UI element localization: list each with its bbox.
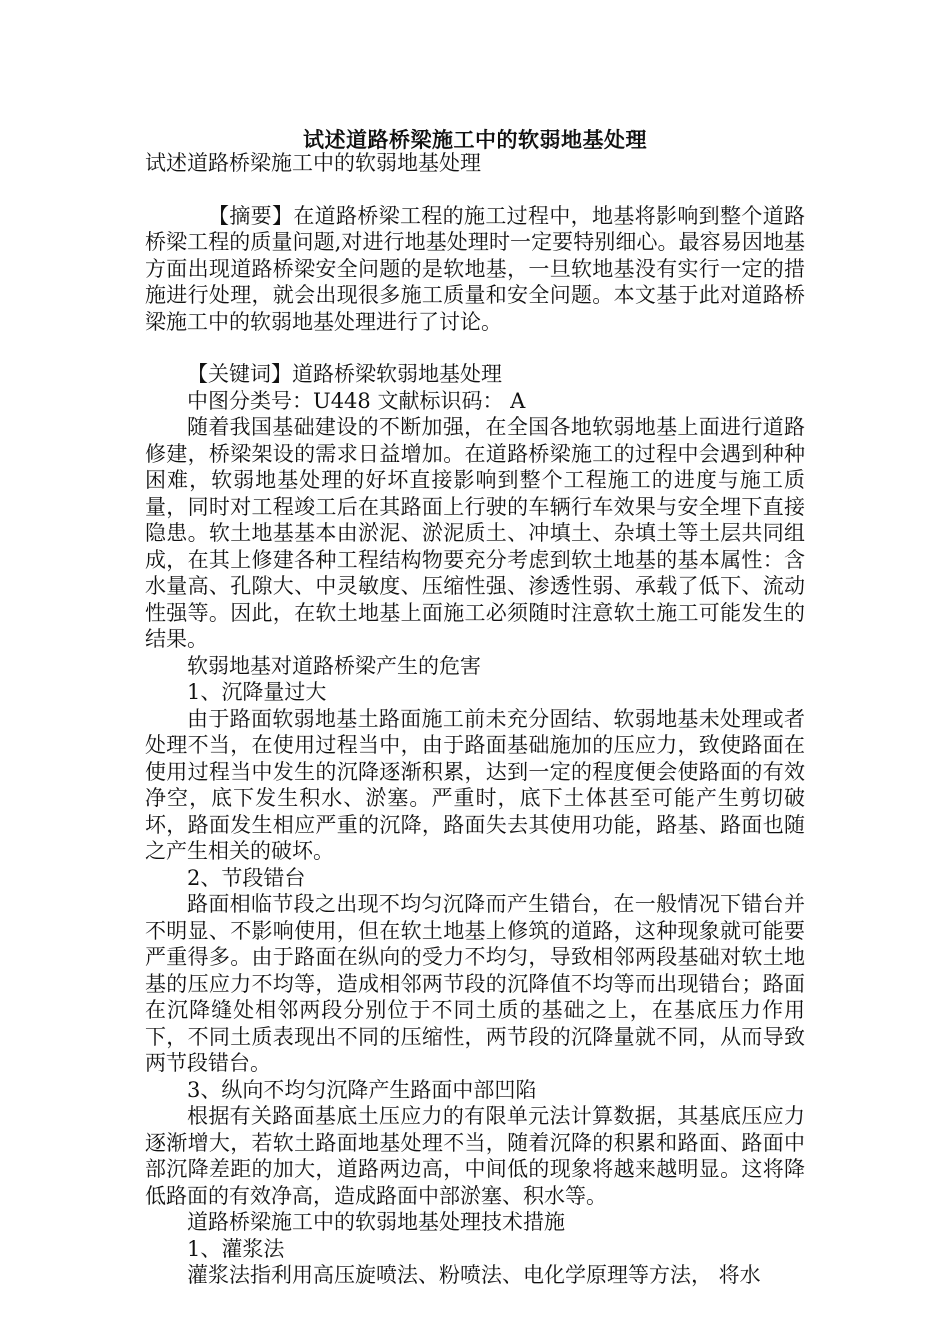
abstract-paragraph: 【摘要】在道路桥梁工程的施工过程中，地基将影响到整个道路桥梁工程的质量问题,对进行地基处理时一定要特别细心。最容易因地基方面出现道路桥梁安全问题的是软地基，一旦软地基没有实行一定的措施进行处理，就会出现很多施工质量和安全问题。本文基于此对道路桥梁施工中的软弱地基处理进行了讨论。 xyxy=(145,203,805,334)
document-body xyxy=(145,150,805,1289)
paragraph-longitudinal-settlement: 根据有关路面基底土压应力的有限单元法计算数据，其基底压应力逐渐增大，若软土路面地基处理不当，随着沉降的积累和路面、路面中部沉降差距的加大，道路两边高，中间低的现象将越来越明显。这将降低路面的有效净高，造成路面中部淤塞、积水等。 xyxy=(145,1104,805,1208)
paragraph-grouting: 灌浆法指利用高压旋喷法、粉喷法、电化学原理等方法， 将水 xyxy=(187,1263,761,1287)
subheading-settlement: 1、沉降量过大 xyxy=(187,680,327,704)
paragraph-settlement: 由于路面软弱地基土路面施工前未充分固结、软弱地基未处理或者处理不当，在使用过程当中，由于路面基础施加的压应力，致使路面在使用过程当中发生的沉降逐渐积累，达到一定的程度便会使路面的有效净空，底下发生积水、淤塞。严重时，底下土体甚至可能产生剪切破坏，路面发生相应严重的沉降，路面失去其使用功能，路基、路面也随之产生相关的破坏。 xyxy=(145,706,805,863)
subheading-segment-offset: 2、节段错台 xyxy=(187,865,306,890)
classification-line: 中图分类号：U448 文献标识码： A xyxy=(187,388,526,413)
subheading-longitudinal-settlement: 3、纵向不均匀沉降产生路面中部凹陷 xyxy=(187,1077,537,1102)
intro-paragraph: 随着我国基础建设的不断加强，在全国各地软弱地基上面进行道路修建，桥梁架设的需求日益增加。在道路桥梁施工的过程中会遇到种种困难，软弱地基处理的好坏直接影响到整个工程施工的进度与施工质量，同时对工程竣工后在其路面上行驶的车辆行车效果与安全埋下直接隐患。软土地基基本由淤泥、淤泥质土、冲填土、杂填土等土层共同组成，在其上修建各种工程结构物要充分考虑到软土地基的基本属性：含水量高、孔隙大、中灵敏度、压缩性强、渗透性弱、承载了低下、流动性强等。因此，在软土地基上面施工必须随时注意软土施工可能发生的结果。 xyxy=(145,415,805,651)
section-heading-hazards: 软弱地基对道路桥梁产生的危害 xyxy=(187,653,481,678)
section-heading-measures: 道路桥梁施工中的软弱地基处理技术措施 xyxy=(187,1210,565,1234)
document-subtitle: 试述道路桥梁施工中的软弱地基处理 xyxy=(145,151,481,175)
keywords-line: 【关键词】道路桥梁软弱地基处理 xyxy=(187,362,502,386)
paragraph-segment-offset: 路面相临节段之出现不均匀沉降而产生错台，在一般情况下错台并不明显、不影响使用，但在软土地基上修筑的道路，这种现象就可能要严重得多。由于路面在纵向的受力不均匀，导致相邻两段基础对软土地基的压应力不均等，造成相邻两节段的沉降值不均等而出现错台；路面在沉降缝处相邻两段分别位于不同土质的基础之上，在基底压力作用下，不同土质表现出不同的压缩性，两节段的沉降量就不同，从而导致两节段错台。 xyxy=(145,892,805,1075)
subheading-grouting: 1、灌浆法 xyxy=(187,1236,285,1261)
document-title: 试述道路桥梁施工中的软弱地基处理 xyxy=(303,127,647,152)
